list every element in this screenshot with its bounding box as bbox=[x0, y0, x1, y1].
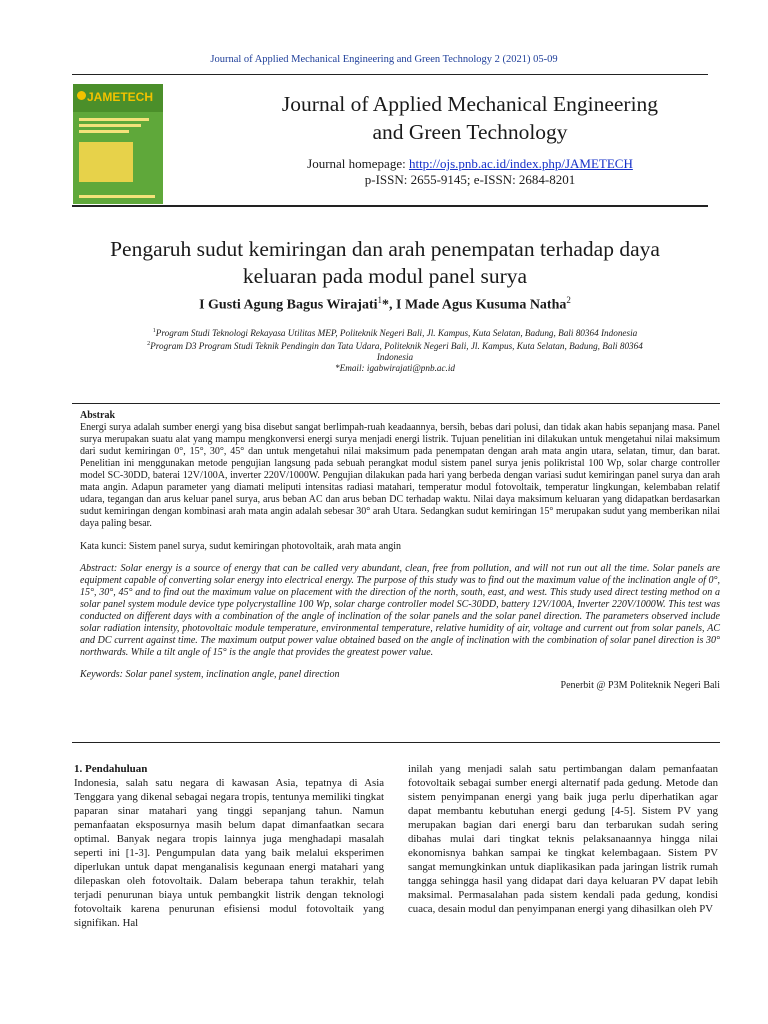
body-paragraph: inilah yang menjadi salah satu pertimbangan dalam pemanfaatan fotovoltaik sebagai sumber energi alternatif pada gedung. Metode dan sistem penyimpanan energi yang baik juga perlu diperhatikan agar dapat membantu kebutuhan energi gedung [4-5]. Sistem PV yang merupakan bagian dari energi baru dan terbarukan sudah sering dibahas mulai dari tingkat teknis pelaksanaannya hingga nilai ekonomisnya bahkan sampai ke tingkat kelembagaan. Sistem PV sangat memungkinkan untuk diaplikasikan pada jaringan listrik rumah tangga sehingga hasil yang didapat dari daya keluaran PV dapat lebih maksimal. Permasalahan pada sistem kendali pada gedung, kondisi cuaca, desain modul dan penyimpanan energi yang dihasilkan oleh PV bbox=[408, 763, 718, 915]
cover-logo: JAMETECH bbox=[87, 90, 154, 104]
abstract-top-rule bbox=[72, 403, 720, 404]
cover-line bbox=[79, 124, 141, 127]
affiliations bbox=[78, 326, 712, 374]
journal-name bbox=[170, 90, 768, 146]
cover-panel bbox=[79, 142, 133, 182]
english-abstract: Abstract: Solar energy is a source of energy that can be called very abundant, clean, free from pollution, and will not run out all the time. Solar panels are equipment capable of converting solar energy into electrical energy. The purpose of this study was to find out the maximum value of the inclination angle of 0°, 15°, 30°, 45° and to find out the maximum value on placement with the direction of the north, south, east, and west. This study used direct testing method on a solar panel system module device type polycrystalline 100 Wp, solar charge controller model SC-30DD, battery 12V/100A, Inverter 220V/1000W. This test was conducted on different days with a combination of the angle of inclination of the solar panels and the solar panel direction. The parameters observed include solar radiation intensity, photovoltaic module temperature, environmental temperature, relative humidity of air, voltage and current out from solar panels, AC and DC current against time. The maximum output power value obtained based on the angle of inclination with the combination of solar panel direction is 30° northwards. While a tilt angle of 15° is the angle that provides the greatest power value. bbox=[80, 563, 720, 658]
author-separator: , bbox=[389, 297, 397, 313]
kata-kunci: Kata kunci: Sistem panel surya, sudut kemiringan photovoltaik, arah mata angin bbox=[80, 541, 402, 552]
affil-sup: 2 bbox=[147, 341, 151, 348]
keywords: Keywords: Solar panel system, inclination angle, panel direction bbox=[80, 669, 340, 680]
author-affil-sup: 1 bbox=[377, 295, 383, 305]
cover-line bbox=[79, 130, 129, 133]
cover-line bbox=[79, 118, 149, 121]
cover-footer bbox=[79, 195, 155, 198]
affiliation: Program Studi Teknologi Rekayasa Utilitas MEP, Politeknik Negeri Bali, Jl. Kampus, Kuta Selatan, Badung, Bali 80364 Indonesia bbox=[155, 328, 638, 339]
body-column-left bbox=[74, 762, 384, 930]
journal-name-line: Journal of Applied Mechanical Engineering bbox=[281, 92, 659, 116]
body-paragraph: Indonesia, salah satu negara di kawasan Asia, tepatnya di Asia Tenggara yang dikenal sebagai negara tropis, tentunya memiliki tingkat paparan sinar matahari yang tinggi sepanjang tahun. Namun pemanfaatan eksposurnya masih belum dapat dimanfaatkan secara optimal. Banyak negara tropis lainnya juga menghadapi masalah seperti ini [1-3]. Pengumpulan data yang baik melalui eksperimen diperlukan untuk dapat menganalisis kegunaan energi matahari yang dilepaskan oleh fotovoltaik. Dalam beberapa tahun terakhir, telah terjadi penurunan biaya untuk pembangkit listrik dengan teknologi fotovoltaik karena penurunan efisiensi modul fotovoltaik yang signifikan. Hal bbox=[74, 777, 384, 929]
section-heading: 1. Pendahuluan bbox=[74, 763, 148, 775]
homepage-link[interactable]: http://ojs.pnb.ac.id/index.php/JAMETECH bbox=[408, 156, 633, 171]
body-column-right bbox=[408, 762, 718, 916]
corresponding-email: *Email: igabwirajati@pnb.ac.id bbox=[335, 363, 455, 374]
affiliation: Program D3 Program Studi Teknik Pendingin dan Tata Udara, Politeknik Negeri Bali, Jl. Kampus, Kuta Selatan, Badung, Bali 80364 bbox=[150, 341, 643, 352]
journal-homepage bbox=[170, 156, 768, 188]
corresponding-mark: * bbox=[382, 297, 390, 313]
author-affil-sup: 2 bbox=[566, 295, 571, 305]
abstract-text: Energi surya adalah sumber energi yang bisa disebut sangat berlimpah-ruah keadaannya, bersih, bebas dari polusi, dan tidak akan habis sepanjang masa. Panel surya merupakan suatu alat yang mampu mengkonversi energi surya menjadi energi listrik. Tujuan penelitian ini dilakukan untuk mengetahui nilai maksimum dari sudut kemiringan 0°, 15°, 30°, 45° dan untuk mengetahui nilai maksimum pada penempatan dengan arah mata angin utara, selatan, timur, dan barat. Penelitian ini menggunakan metode pengujian langsung pada sebuah perangkat modul sistem panel surya jenis polikristal 100 Wp, solar charge controller model SC-30DD, baterai 12V/100A, inverter 220V/1000W. Pengujian dilakukan pada hari yang berbeda dengan variasi sudut kemiringan panel surya dan arah mata angin. Adapun parameter yang diamati meliputi intensitas radiasi matahari, temperatur modul fotovoltaik, temperatur lingkungan, kelembaban relatif udara, tegangan dan arus keluar panel surya, arus beban AC dan arus beban DC terhadap waktu. Nilai daya maksimum keluaran yang didapatkan berdasarkan sudut kemiringan dengan kombinasi arah mata angin adalah sebesar 30° arah Utara. Sedangkan sudut kemiringan 15° merupakan sudut yang memberikan nilai daya paling besar. bbox=[80, 422, 720, 529]
homepage-label: Journal homepage: bbox=[307, 156, 409, 171]
logo-mark-icon bbox=[77, 91, 86, 100]
authors bbox=[40, 295, 730, 314]
author-name: I Gusti Agung Bagus Wirajati bbox=[199, 297, 378, 313]
abstract-bottom-rule bbox=[72, 742, 720, 743]
paper-title bbox=[40, 236, 730, 290]
abstract-heading: Abstrak bbox=[80, 410, 116, 421]
abstract-section bbox=[80, 410, 720, 691]
running-head: Journal of Applied Mechanical Engineering and Green Technology 2 (2021) 05-09 bbox=[210, 54, 558, 65]
journal-name-line: and Green Technology bbox=[372, 120, 568, 144]
publisher: Penerbit @ P3M Politeknik Negeri Bali bbox=[560, 680, 720, 691]
header-rule bbox=[72, 74, 708, 75]
affiliation-country: Indonesia bbox=[376, 352, 414, 363]
journal-cover-image bbox=[73, 84, 163, 204]
author-name: I Made Agus Kusuma Natha bbox=[396, 297, 567, 313]
issn: p-ISSN: 2655-9145; e-ISSN: 2684-8201 bbox=[364, 172, 576, 187]
paper-title-line: Pengaruh sudut kemiringan dan arah penempatan terhadap daya bbox=[110, 237, 660, 261]
affil-sup: 1 bbox=[152, 328, 156, 334]
masthead-rule bbox=[72, 205, 708, 207]
paper-title-line: keluaran pada modul panel surya bbox=[242, 264, 528, 288]
